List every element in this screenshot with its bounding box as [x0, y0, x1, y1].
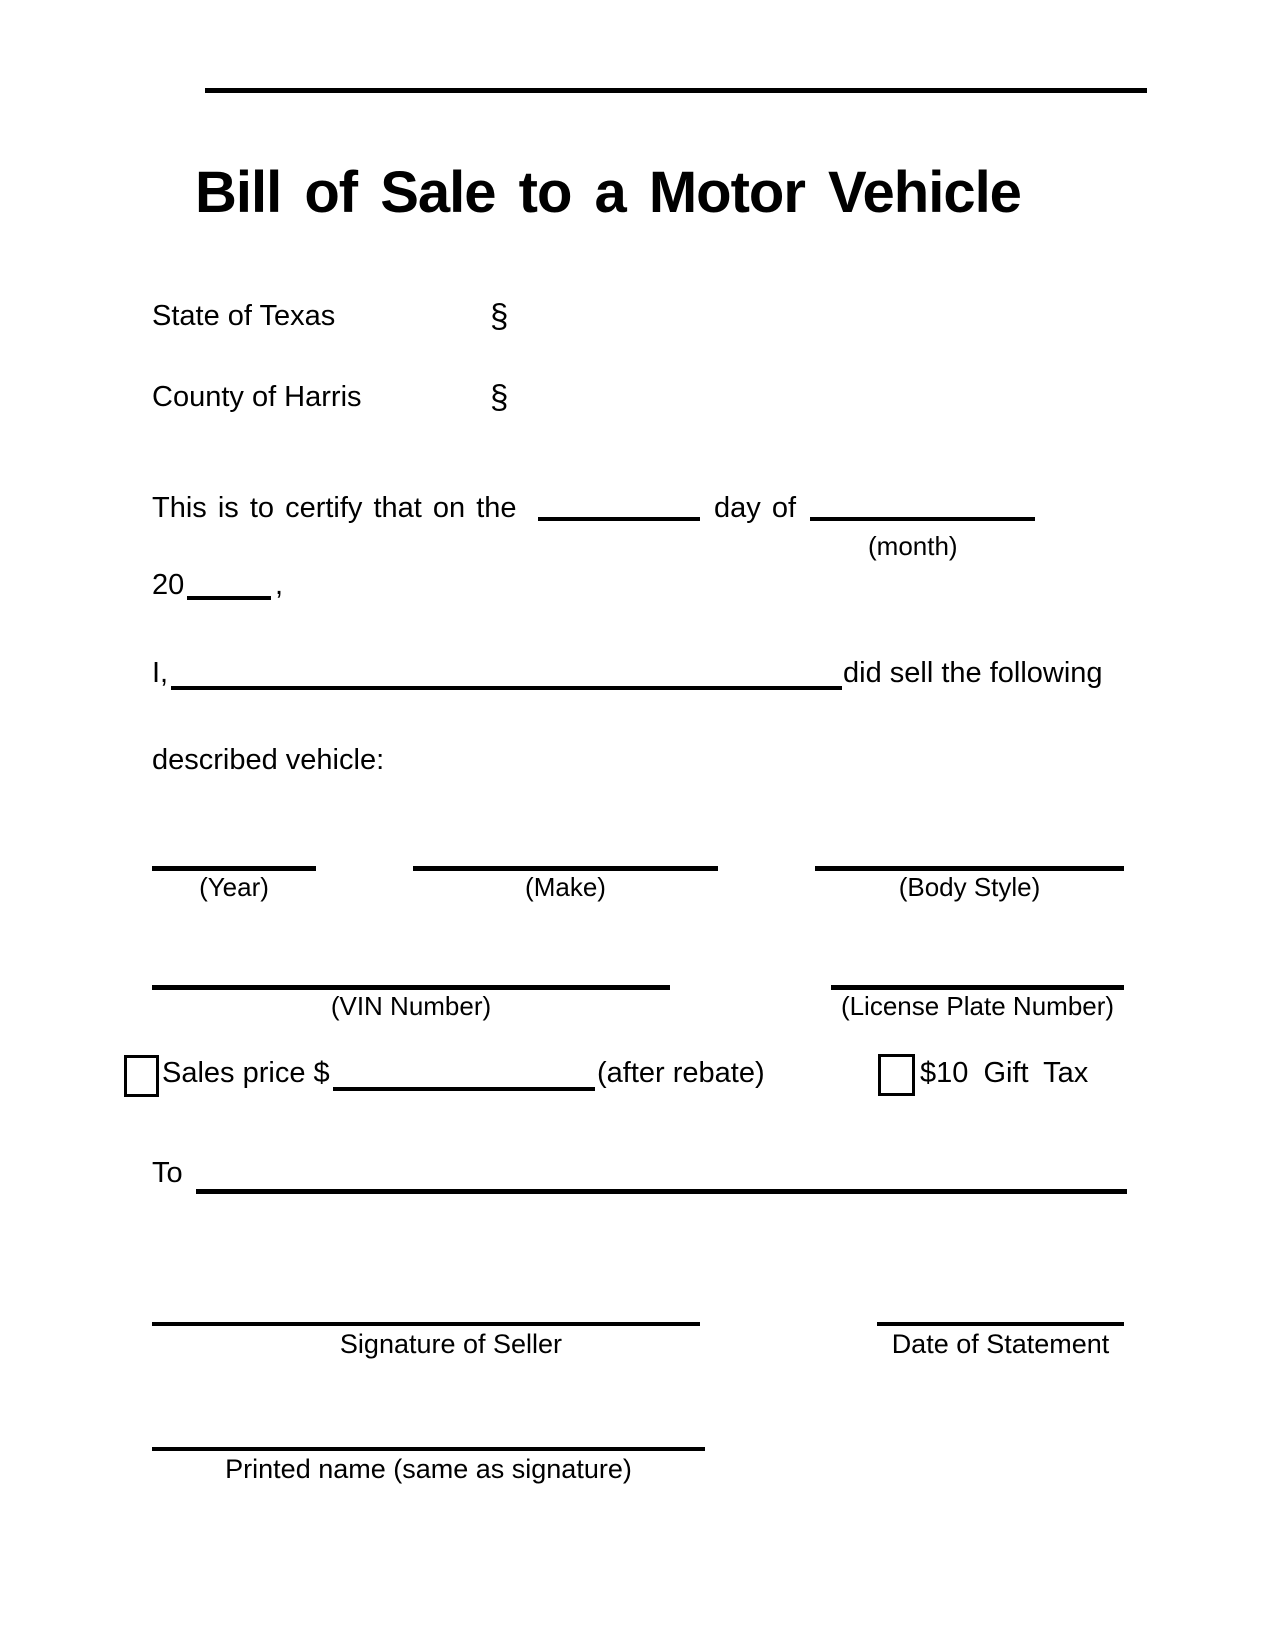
- year-comma: ,: [275, 569, 284, 601]
- year-field-line[interactable]: [152, 866, 316, 871]
- year-prefix: 20: [152, 569, 185, 601]
- seller-suffix: did sell the following: [843, 657, 1103, 689]
- body-style-caption: (Body Style): [898, 872, 1041, 902]
- day-blank-field[interactable]: [538, 517, 700, 521]
- top-rule: [205, 88, 1147, 93]
- vin-caption: (VIN Number): [330, 991, 492, 1021]
- month-blank-field[interactable]: [810, 517, 1035, 521]
- seller-name-blank-field[interactable]: [171, 686, 842, 690]
- vehicle-intro: described vehicle:: [152, 744, 385, 776]
- license-plate-field-line[interactable]: [831, 985, 1124, 990]
- make-caption: (Make): [525, 872, 606, 902]
- seller-signature-caption: Signature of Seller: [339, 1329, 563, 1359]
- seller-signature-line[interactable]: [152, 1322, 700, 1326]
- date-of-statement-caption: Date of Statement: [891, 1329, 1110, 1359]
- sales-price-checkbox[interactable]: [124, 1055, 159, 1097]
- certify-text: This is to certify that on the: [152, 492, 517, 524]
- license-plate-caption: (License Plate Number): [840, 991, 1115, 1021]
- year-blank-field[interactable]: [187, 596, 271, 600]
- seller-prefix: I,: [152, 657, 169, 689]
- day-of-text: day of: [714, 492, 796, 524]
- gift-tax-checkbox[interactable]: [878, 1054, 915, 1096]
- printed-name-caption: Printed name (same as signature): [225, 1454, 632, 1484]
- buyer-name-blank-field[interactable]: [196, 1189, 1127, 1194]
- body-style-field-line[interactable]: [815, 866, 1124, 871]
- state-section-symbol: §: [490, 297, 509, 334]
- make-field-line[interactable]: [413, 866, 718, 871]
- after-rebate-label: (after rebate): [597, 1057, 765, 1089]
- vin-field-line[interactable]: [152, 985, 670, 990]
- buyer-to-label: To: [152, 1157, 183, 1189]
- month-caption: (month): [868, 531, 958, 561]
- county-label: County of Harris: [152, 381, 362, 413]
- printed-name-line[interactable]: [152, 1447, 705, 1451]
- gift-tax-label: $10 Gift Tax: [920, 1057, 1089, 1089]
- date-of-statement-line[interactable]: [877, 1322, 1124, 1326]
- sales-price-label: Sales price $: [162, 1057, 330, 1089]
- county-section-symbol: §: [490, 378, 509, 415]
- year-caption: (Year): [199, 872, 269, 902]
- state-label: State of Texas: [152, 300, 336, 332]
- page-title: Bill of Sale to a Motor Vehicle: [195, 160, 1021, 225]
- sales-price-blank-field[interactable]: [333, 1087, 595, 1091]
